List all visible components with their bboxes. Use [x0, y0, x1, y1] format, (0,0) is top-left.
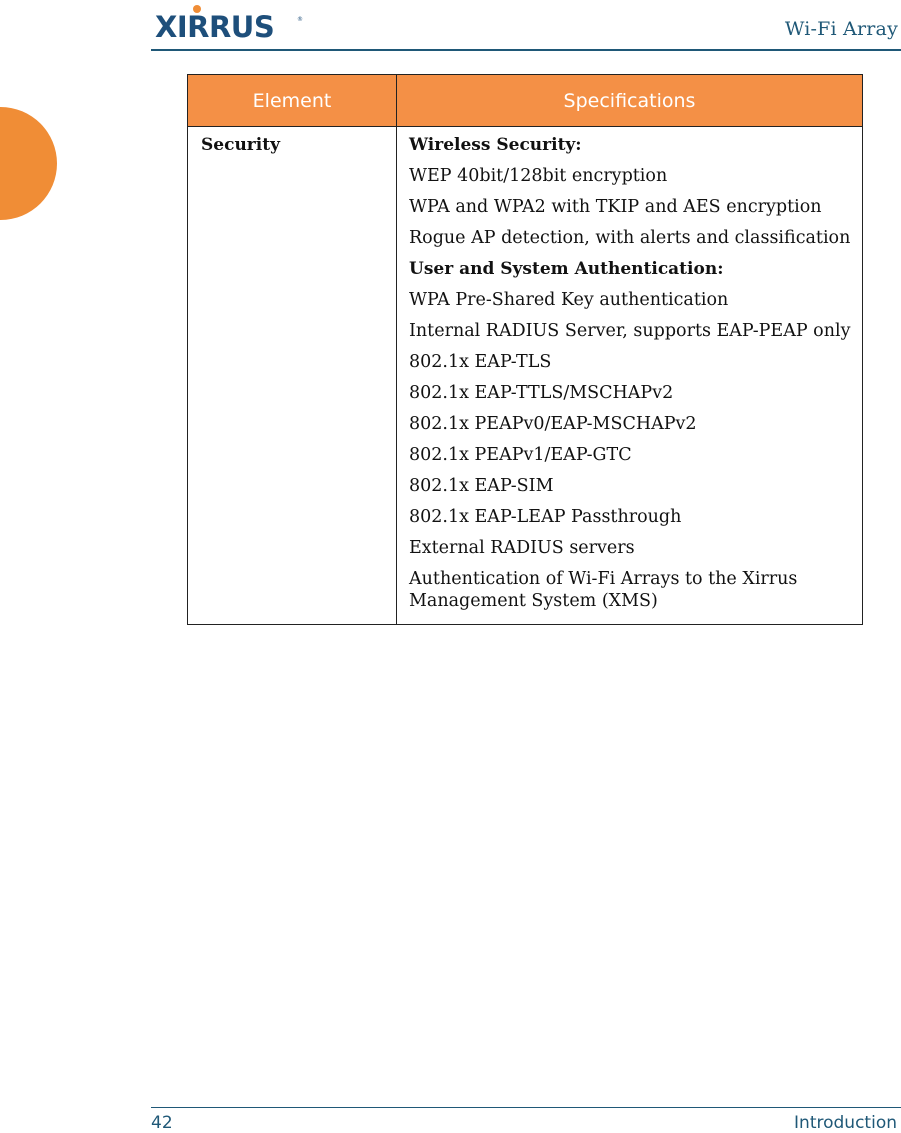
column-header-element: Element: [188, 75, 397, 127]
page-number: 42: [151, 1113, 173, 1133]
spec-item: 802.1x PEAPv1/EAP-GTC: [409, 445, 632, 465]
spec-item: 802.1x EAP-SIM: [409, 476, 554, 496]
table-header-row: [188, 75, 863, 127]
authentication-title: User and System Authentication:: [409, 259, 724, 279]
header-title: Wi-Fi Array: [784, 18, 898, 40]
svg-text:®: ®: [297, 16, 303, 23]
spec-item: WPA and WPA2 with TKIP and AES encryption: [409, 197, 822, 217]
spec-item: 802.1x EAP-LEAP Passthrough: [409, 507, 682, 527]
spec-item: Internal RADIUS Server, supports EAP-PEAP only: [409, 321, 851, 341]
table-row: [188, 127, 863, 625]
specifications-cell: [397, 127, 863, 625]
chapter-name: Introduction: [794, 1113, 897, 1133]
specifications-table: [187, 74, 863, 625]
xirrus-logo: [155, 4, 305, 40]
footer-divider: [151, 1107, 901, 1108]
spec-item: 802.1x PEAPv0/EAP-MSCHAPv2: [409, 414, 697, 434]
spec-item: Authentication of Wi-Fi Arrays to the Xirrus Management System (XMS): [409, 569, 798, 611]
spec-item: 802.1x EAP-TLS: [409, 352, 552, 372]
header-divider: [151, 49, 901, 51]
spec-item: Rogue AP detection, with alerts and classification: [409, 228, 851, 248]
spec-item: WEP 40bit/128bit encryption: [409, 166, 668, 186]
element-cell-security: Security: [188, 127, 397, 625]
spec-item: External RADIUS servers: [409, 538, 635, 558]
spec-item: 802.1x EAP-TTLS/MSCHAPv2: [409, 383, 674, 403]
wireless-security-title: Wireless Security:: [409, 135, 582, 155]
svg-text:XIRRUS: XIRRUS: [155, 10, 275, 40]
chapter-side-tab: [0, 107, 57, 220]
spec-item: WPA Pre-Shared Key authentication: [409, 290, 729, 310]
column-header-specifications: Specifications: [397, 75, 863, 127]
